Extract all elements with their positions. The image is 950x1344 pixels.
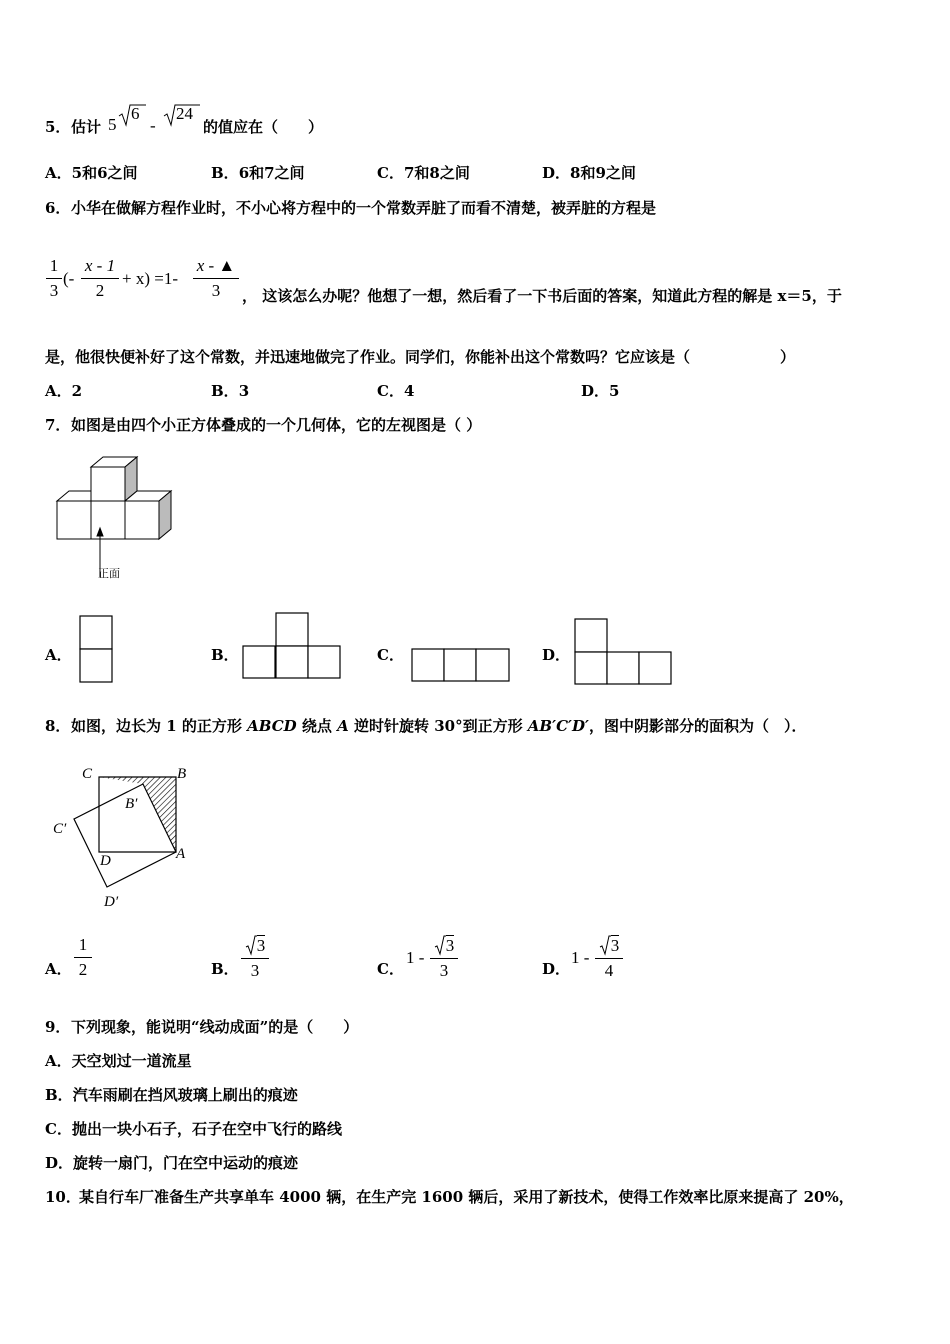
q6-fraction-2: x - 1 2 <box>81 256 119 301</box>
q8-option-b-fraction[interactable]: 3 3 <box>241 935 269 981</box>
q8-text: 如图，边长为 1 的正方形 ABCD 绕点 A 逆时针旋转 30°到正方形 AB′C′D′，图中阴影部分的面积为（ ）． <box>71 717 807 735</box>
q8-label-c: C <box>82 766 93 782</box>
q8-label-d: D <box>100 853 111 869</box>
q8-label-c-prime: C′ <box>53 821 67 837</box>
q9-option-b[interactable]: B．汽车雨刷在挡风玻璃上刷出的痕迹 <box>45 1086 298 1104</box>
q6-option-a[interactable]: A．2 <box>45 382 83 400</box>
q7-option-d-figure[interactable] <box>574 618 676 688</box>
q6-line1: 小华在做解方程作业时，不小心将方程中的一个常数弄脏了而看不清楚，被弄脏的方程是 <box>71 199 657 217</box>
q9-number: 9． <box>45 1018 71 1036</box>
q10-number: 10． <box>45 1188 81 1206</box>
q5-number: 5． <box>45 118 71 136</box>
q6-line2: ， 这该怎么办呢？他想了一想，然后看了一下书后面的答案，知道此方程的解是 x＝5，于 <box>242 287 842 305</box>
q9-option-c[interactable]: C．抛出一块小石子，石子在空中飞行的路线 <box>45 1120 342 1138</box>
q5-option-c[interactable]: C．7和8之间 <box>377 164 470 182</box>
q8-option-a-fraction[interactable]: 1 2 <box>74 935 92 980</box>
q7-option-a[interactable]: A． <box>45 646 72 664</box>
q5-coef: 5 <box>108 115 117 134</box>
q5-minus: - <box>150 116 156 135</box>
q8-option-c-fraction[interactable]: 3 3 <box>430 935 458 981</box>
q6-eq-open: (- <box>63 269 75 288</box>
q8-option-a[interactable]: A． <box>45 960 72 978</box>
q7-number: 7． <box>45 416 71 434</box>
q9-option-d[interactable]: D．旋转一扇门，门在空中运动的痕迹 <box>45 1154 299 1172</box>
q8-option-d[interactable]: D． <box>542 960 571 978</box>
q7-option-c-figure[interactable] <box>411 648 513 684</box>
q8-rotated-square-figure <box>45 762 205 922</box>
q6-fraction-1: 1 3 <box>46 256 62 301</box>
q7-option-c[interactable]: C． <box>377 646 404 664</box>
q9-text: 下列现象，能说明“线动成面”的是（ ） <box>71 1018 359 1036</box>
q6-option-b[interactable]: B．3 <box>211 382 250 400</box>
q5-radicand-1: 6 <box>131 104 140 123</box>
q5-suffix: 的值应在（ ） <box>203 118 324 136</box>
q7-option-b[interactable]: B． <box>211 646 239 664</box>
q7-option-d[interactable]: D． <box>542 646 571 664</box>
q6-eq-mid: + x) =1- <box>122 269 178 288</box>
q6-number: 6． <box>45 199 71 217</box>
q5-option-b[interactable]: B．6和7之间 <box>211 164 305 182</box>
q8-option-d-fraction[interactable]: 3 4 <box>595 935 623 981</box>
q8-option-c-prefix: 1 - <box>406 948 425 967</box>
q7-text: 如图是由四个小正方体叠成的一个几何体，它的左视图是（ ） <box>71 416 482 434</box>
q7-front-label: 正面 <box>98 567 120 580</box>
q5-prefix: 估计 <box>71 118 102 136</box>
q8-label-a: A <box>176 846 186 862</box>
q8-label-d-prime: D′ <box>104 894 119 910</box>
q9-option-a[interactable]: A．天空划过一道流星 <box>45 1052 192 1070</box>
q8-option-d-prefix: 1 - <box>571 948 590 967</box>
q8-option-b[interactable]: B． <box>211 960 239 978</box>
q6-option-d[interactable]: D．5 <box>581 382 620 400</box>
q7-option-b-figure[interactable] <box>242 612 344 682</box>
q6-line3: 是，他很快便补好了这个常数，并迅速地做完了作业。同学们，你能补出这个常数吗？它应该是（ ） <box>45 348 796 366</box>
q8-label-b: B <box>177 766 187 782</box>
q6-fraction-3: x - ▲ 3 <box>193 256 239 301</box>
q5-option-d[interactable]: D．8和9之间 <box>542 164 636 182</box>
q10-text: 某自行车厂准备生产共享单车 4000 辆，在生产完 1600 辆后，采用了新技术，使得工作效率比原来提高了 20%， <box>79 1188 854 1206</box>
q7-option-a-figure[interactable] <box>79 615 115 685</box>
q6-option-c[interactable]: C．4 <box>377 382 415 400</box>
q8-label-b-prime: B′ <box>125 796 138 812</box>
q8-option-c[interactable]: C． <box>377 960 404 978</box>
q8-number: 8． <box>45 717 71 735</box>
q5-radicand-2: 24 <box>176 104 193 123</box>
q5-option-a[interactable]: A．5和6之间 <box>45 164 138 182</box>
